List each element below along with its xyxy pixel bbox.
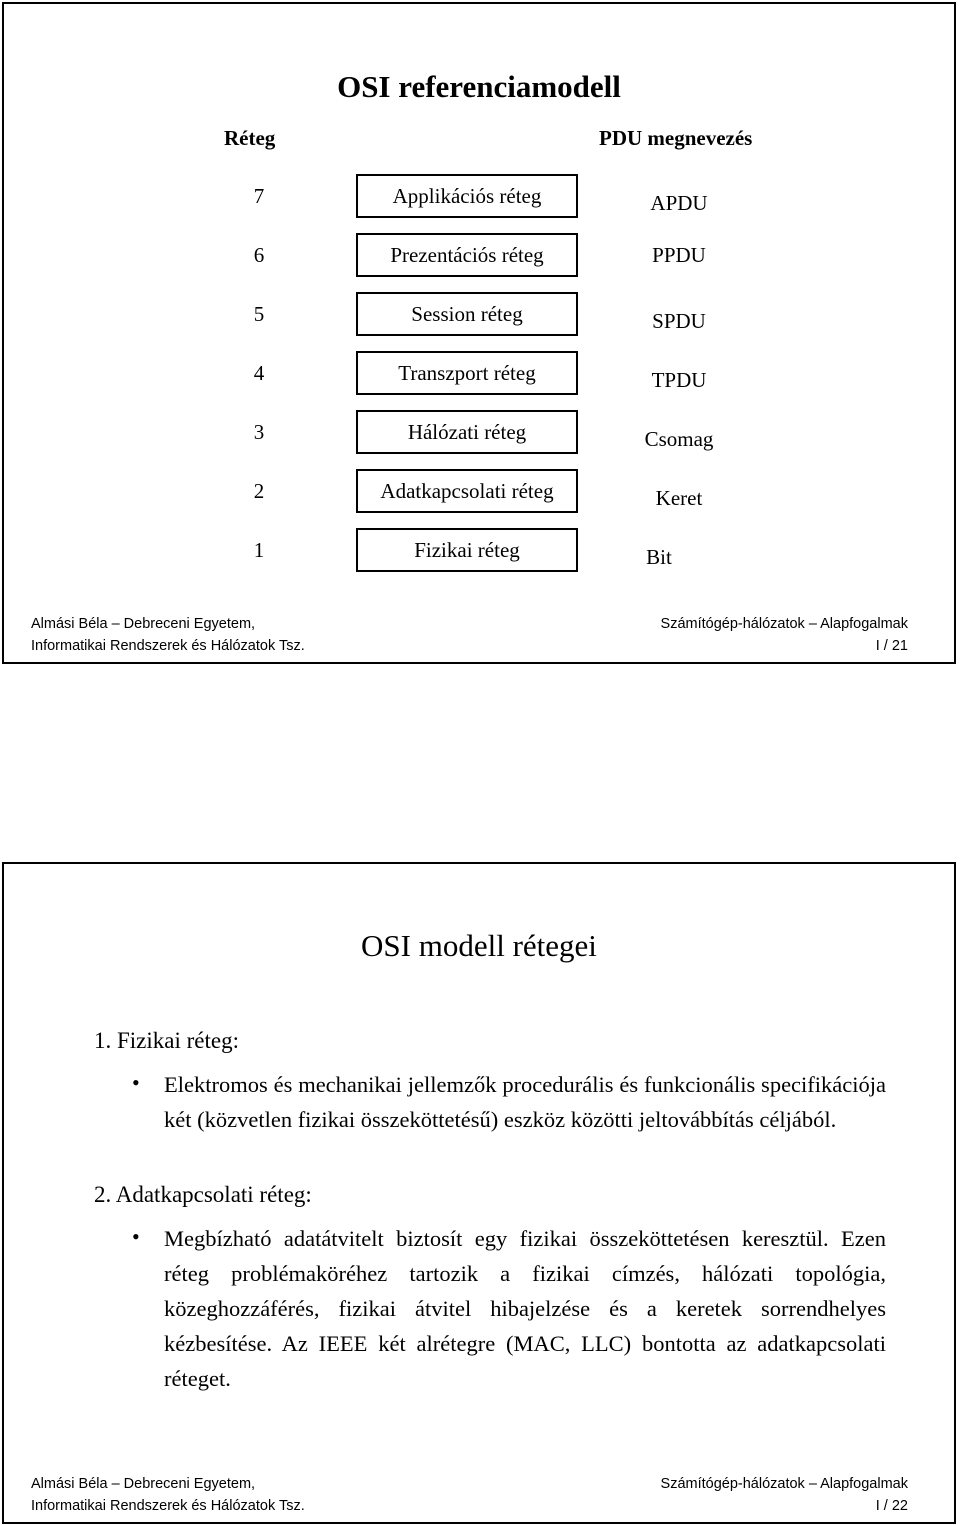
footer-page-number: I / 22 xyxy=(875,1498,908,1514)
layer-row-5 xyxy=(4,292,954,336)
layer-number: 4 xyxy=(253,361,265,385)
footer-page-number: I / 21 xyxy=(875,638,908,654)
layer-number: 6 xyxy=(253,243,265,267)
slide-footer xyxy=(4,1462,954,1522)
layer-box: Session réteg xyxy=(356,292,578,336)
layer-row-1 xyxy=(4,528,954,572)
bullet: • xyxy=(132,1070,140,1095)
layer-number: 1 xyxy=(253,538,265,562)
slide-title: OSI referenciamodell xyxy=(337,69,621,104)
footer-course: Számítógép-hálózatok – Alapfogalmak xyxy=(660,1476,908,1492)
pdu-name: Keret xyxy=(655,486,703,510)
layer-number: 5 xyxy=(253,302,265,326)
footer-department: Informatikai Rendszerek és Hálózatok Tsz. xyxy=(31,1498,305,1514)
layer-row-3 xyxy=(4,410,954,454)
layer-box: Adatkapcsolati réteg xyxy=(356,469,578,513)
footer-course: Számítógép-hálózatok – Alapfogalmak xyxy=(660,616,908,632)
pdu-name: PPDU xyxy=(652,243,706,267)
layer-column-header: Réteg xyxy=(224,126,276,150)
slide-footer xyxy=(4,602,954,662)
section-paragraph: Megbízható adatátvitelt biztosít egy fizikai összeköttetésen keresztül. Ezen réteg problémaköréhez tartozik a fizikai címzés, hálózati topológia, közeghozzáférés, fizikai átvitel hibajelzése és a keretek sorrendhelyes kézbesítése. Az IEEE két alrétegre (MAC, LLC) bontotta az adatkapcsolati réteget. xyxy=(164,1226,886,1391)
layer-row-7 xyxy=(4,174,954,218)
layer-number: 2 xyxy=(253,479,265,503)
layer-row-4 xyxy=(4,351,954,395)
section-paragraph: Elektromos és mechanikai jellemzők procedurális és funkcionális specifikációja két (közvetlen fizikai összeköttetésű) eszköz közötti jeltovábbítás céljából. xyxy=(164,1072,886,1132)
slide-osi-model-layers xyxy=(2,862,956,1524)
footer-author: Almási Béla – Debreceni Egyetem, xyxy=(31,1476,256,1492)
footer-author: Almási Béla – Debreceni Egyetem, xyxy=(31,616,256,632)
pdu-name: SPDU xyxy=(652,309,706,333)
layer-number: 3 xyxy=(253,420,265,444)
pdu-column-header: PDU megnevezés xyxy=(599,126,753,150)
section-heading: 2. Adatkapcsolati réteg: xyxy=(94,1182,312,1207)
bullet: • xyxy=(132,1224,140,1249)
layer-row-2 xyxy=(4,469,954,513)
slide-title: OSI modell rétegei xyxy=(361,928,597,963)
layer-box: Applikációs réteg xyxy=(356,174,578,218)
layer-box: Fizikai réteg xyxy=(356,528,578,572)
section-heading: 1. Fizikai réteg: xyxy=(94,1028,239,1053)
slide-osi-reference-model xyxy=(2,2,956,664)
pdu-name: APDU xyxy=(650,191,708,215)
footer-department: Informatikai Rendszerek és Hálózatok Tsz. xyxy=(31,638,305,654)
pdu-name: Bit xyxy=(646,545,672,569)
layer-box: Hálózati réteg xyxy=(356,410,578,454)
pdu-name: Csomag xyxy=(644,427,714,451)
pdu-name: TPDU xyxy=(651,368,707,392)
layer-number: 7 xyxy=(253,184,265,208)
layer-box: Prezentációs réteg xyxy=(356,233,578,277)
layer-box: Transzport réteg xyxy=(356,351,578,395)
layer-row-6 xyxy=(4,233,954,277)
